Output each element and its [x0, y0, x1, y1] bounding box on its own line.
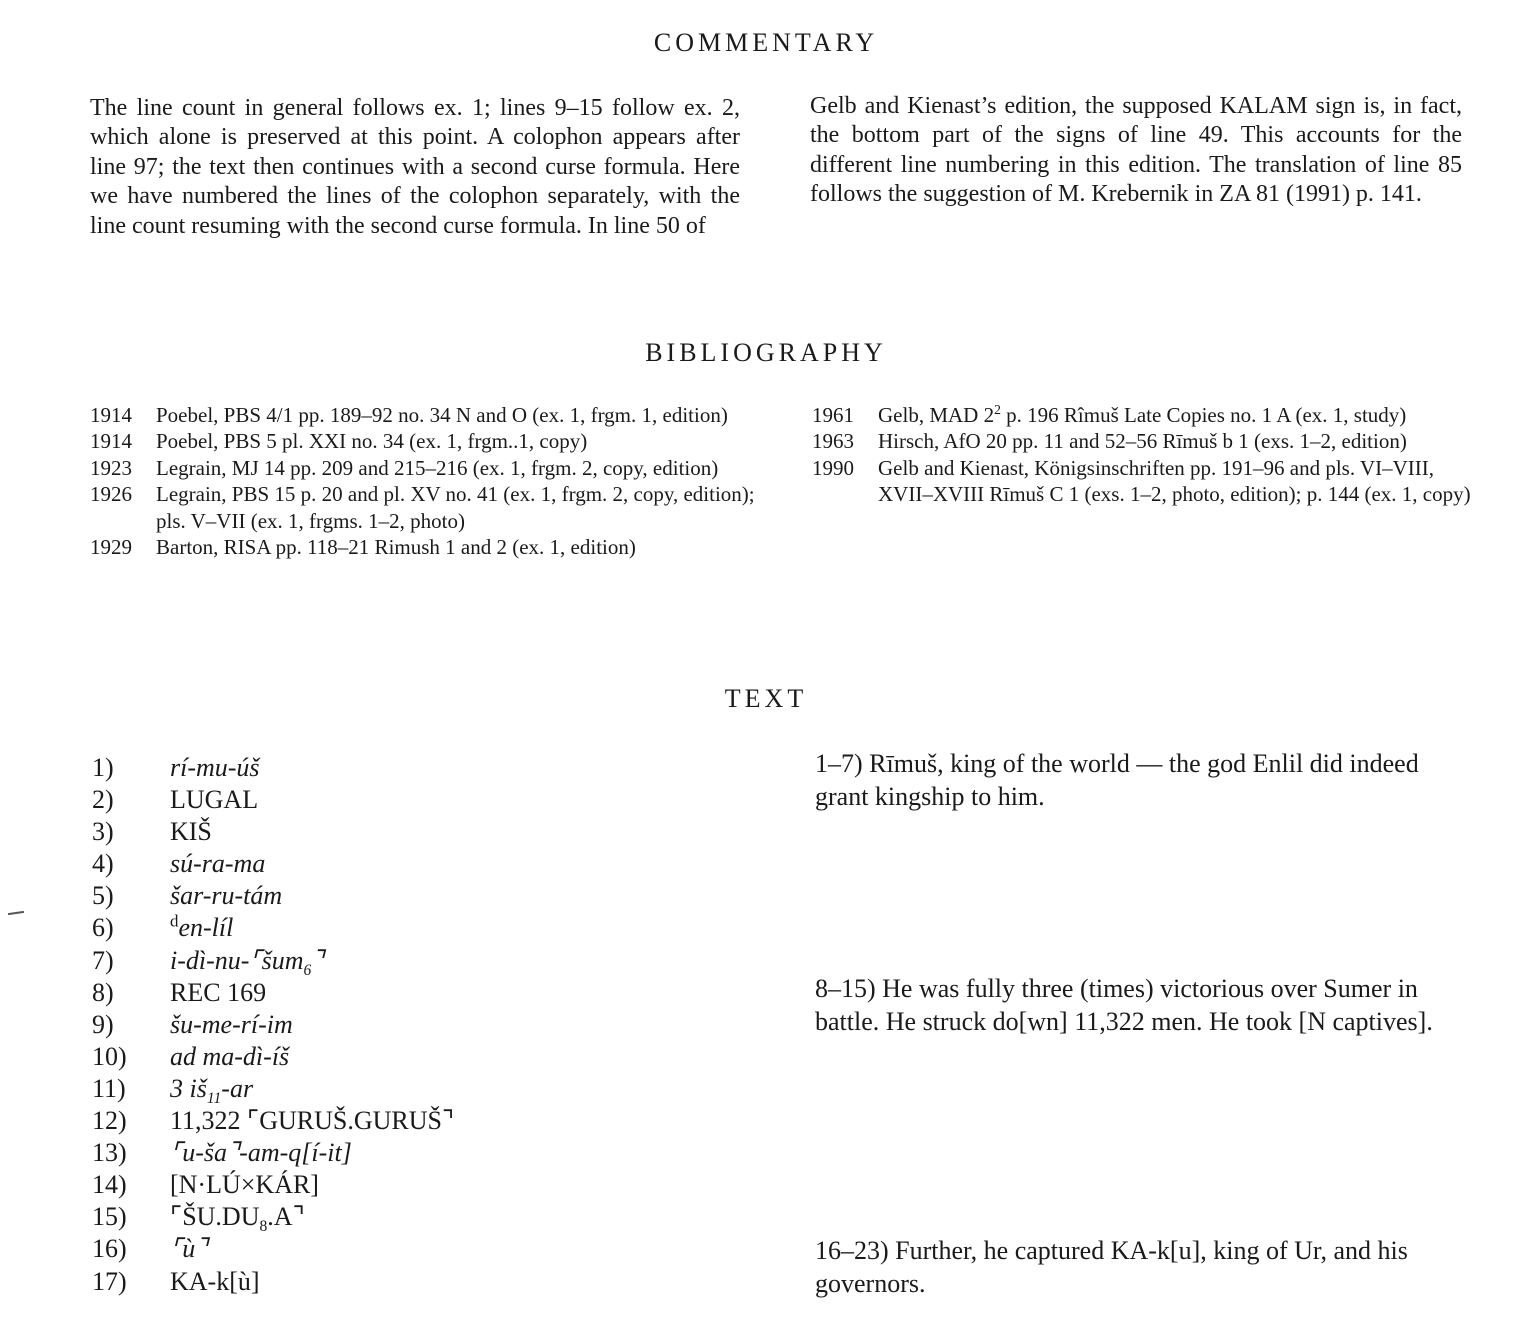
determinative: d — [170, 911, 179, 931]
bib-text: Gelb and Kienast, Königsinschriften pp. 191–96 and pls. VI–VIII, XVII–XVIII Rīmuš C 1 (exs. 1–2, photo, edition); p. 144 (ex. 1, copy) — [878, 455, 1471, 507]
half-bracket-close: ⌝ — [226, 1138, 240, 1168]
line-text-part: 11,322 — [170, 1106, 248, 1136]
bib-year: 1914 — [90, 429, 132, 454]
half-bracket-open: ⌜ — [170, 1234, 183, 1264]
line-text-part: en-líl — [178, 913, 234, 943]
line-text — [170, 1201, 305, 1236]
bib-year: 1914 — [90, 403, 132, 427]
bib-entry — [90, 402, 760, 428]
line-text — [170, 912, 233, 944]
half-bracket-open: ⌜ — [247, 1106, 260, 1136]
translation-block: 1–7) Rīmuš, king of the world — the god Enlil did indeed grant kingship to him. — [815, 749, 1419, 811]
line-number: 3) — [92, 817, 114, 847]
bib-text: Legrain, PBS 15 p. 20 and pl. XV no. 41 (ex. 1, frgm. 2, copy, edition); pls. V–VII (ex. 1, frgms. 1–2, photo) — [156, 482, 755, 533]
line-number: 11) — [92, 1073, 126, 1103]
subscript: 11 — [206, 1090, 222, 1108]
line-number: 1) — [92, 753, 114, 782]
line-number: 13) — [92, 1138, 127, 1168]
line-text — [170, 945, 324, 977]
line-text: LUGAL — [170, 785, 259, 815]
line-number: 5) — [92, 881, 114, 911]
bib-year: 1926 — [90, 482, 132, 507]
line-text: rí-mu-úš — [170, 753, 260, 782]
line-text: [N·LÚ×KÁR] — [170, 1170, 319, 1200]
line-number: 16) — [92, 1234, 127, 1264]
bib-text: Hirsch, AfO 20 pp. 11 and 52–56 Rīmuš b 1 (exs. 1–2, edition) — [878, 429, 1407, 454]
bib-text: Barton, RISA pp. 118–21 Rimush 1 and 2 (ex. 1, edition) — [156, 535, 636, 560]
line-number: 10) — [92, 1041, 127, 1071]
bib-text: Poebel, PBS 4/1 pp. 189–92 no. 34 N and O (ex. 1, frgm. 1, edition) — [156, 403, 728, 427]
bib-text: Poebel, PBS 5 pl. XXI no. 34 (ex. 1, frgm..1, copy) — [156, 429, 588, 454]
line-text-part: šum — [261, 945, 304, 975]
line-text: KIŠ — [170, 817, 212, 847]
subscript: 6 — [303, 961, 312, 979]
line-text — [170, 1073, 254, 1108]
half-bracket-close: ⌝ — [311, 945, 324, 975]
line-text: šu-me-rí-im — [170, 1009, 293, 1039]
half-bracket-open: ⌜ — [170, 1138, 183, 1168]
bib-year: 1929 — [90, 535, 132, 560]
line-text-part: GURUŠ.GURUŠ — [259, 1106, 442, 1136]
margin-mark — [8, 911, 24, 915]
line-text — [170, 1137, 352, 1169]
line-number: 2) — [92, 785, 114, 815]
bibliography-heading: BIBLIOGRAPHY — [645, 338, 887, 367]
bib-year: 1963 — [812, 429, 854, 454]
bib-entry — [90, 481, 760, 534]
line-text-part: -am-q[í-it] — [239, 1138, 352, 1168]
text-heading: TEXT — [724, 684, 808, 713]
line-text-part: ŠU.DU — [182, 1202, 260, 1232]
line-text: REC 169 — [170, 977, 267, 1007]
line-number: 12) — [92, 1106, 127, 1136]
line-text-part: u-ša — [182, 1138, 227, 1168]
bib-text: Legrain, MJ 14 pp. 209 and 215–216 (ex. 1, frgm. 2, copy, edition) — [156, 455, 719, 480]
commentary-right-paragraph: Gelb and Kienast’s edition, the supposed KALAM sign is, in fact, the bottom part of the signs of line 49. This accounts for the different line numbering in this edition. The translation of line 85 follows the suggestion of M. Krebernik in ZA 81 (1991) p. 141. — [810, 93, 1462, 208]
line-text: sú-ra-ma — [170, 849, 266, 879]
line-text-part: 3 iš — [170, 1073, 207, 1103]
half-bracket-close: ⌝ — [442, 1106, 455, 1136]
line-number: 17) — [92, 1266, 127, 1296]
translation-block: 16–23) Further, he captured KA-k[u], king of Ur, and his governors. — [815, 1236, 1408, 1298]
line-text — [170, 1233, 207, 1265]
half-bracket-open: ⌜ — [249, 945, 262, 975]
bib-year: 1990 — [812, 455, 854, 480]
line-text-part: i-dì-nu- — [170, 945, 250, 975]
line-number: 4) — [92, 849, 114, 879]
commentary-heading: COMMENTARY — [653, 28, 879, 57]
bibliography-left-column — [90, 402, 760, 560]
line-number: 8) — [92, 977, 114, 1007]
superscript: 2 — [994, 402, 1001, 417]
bib-year: 1961 — [812, 403, 854, 427]
line-number: 7) — [92, 945, 114, 975]
bib-entry — [90, 428, 760, 454]
bib-entry — [812, 455, 1472, 508]
bib-year: 1923 — [90, 455, 132, 480]
bib-text-part: Gelb, MAD 2 — [878, 403, 995, 427]
line-text-part: .A — [267, 1202, 293, 1232]
line-text: ad ma-dì-íš — [170, 1041, 290, 1071]
bibliography-right-column — [812, 402, 1472, 508]
commentary-left-paragraph: The line count in general follows ex. 1; lines 9–15 follow ex. 2, which alone is preserved at this point. A colophon appears after line 97; the text then continues with a second curse formula. Here we have numbered the lines of the colophon separately, with the line count resuming with the second curse formula. In line 50 of — [90, 95, 740, 239]
bib-entry — [90, 534, 760, 560]
bib-entry — [812, 402, 1472, 428]
line-number: 14) — [92, 1170, 127, 1200]
translation-block: 8–15) He was fully three (times) victorious over Sumer in battle. He struck do[wn] 11,322 men. He took [N captives]. — [815, 974, 1433, 1036]
line-text-part: -ar — [221, 1073, 254, 1103]
bib-entry — [812, 428, 1472, 454]
line-text: šar-ru-tám — [170, 881, 283, 911]
line-text-part: ù — [182, 1234, 196, 1264]
bib-text — [878, 402, 1472, 428]
line-number: 9) — [92, 1009, 114, 1039]
half-bracket-open: ⌜ — [170, 1202, 183, 1232]
line-text: KA-k[ù] — [170, 1266, 260, 1296]
bib-entry — [90, 455, 760, 481]
bib-text-part: p. 196 Rîmuš Late Copies no. 1 A (ex. 1, study) — [1000, 403, 1407, 427]
line-number: 6) — [92, 913, 114, 943]
subscript: 8 — [259, 1218, 268, 1236]
half-bracket-close: ⌝ — [195, 1234, 208, 1264]
line-number: 15) — [92, 1202, 127, 1232]
line-text — [170, 1105, 454, 1137]
half-bracket-close: ⌝ — [292, 1202, 305, 1232]
